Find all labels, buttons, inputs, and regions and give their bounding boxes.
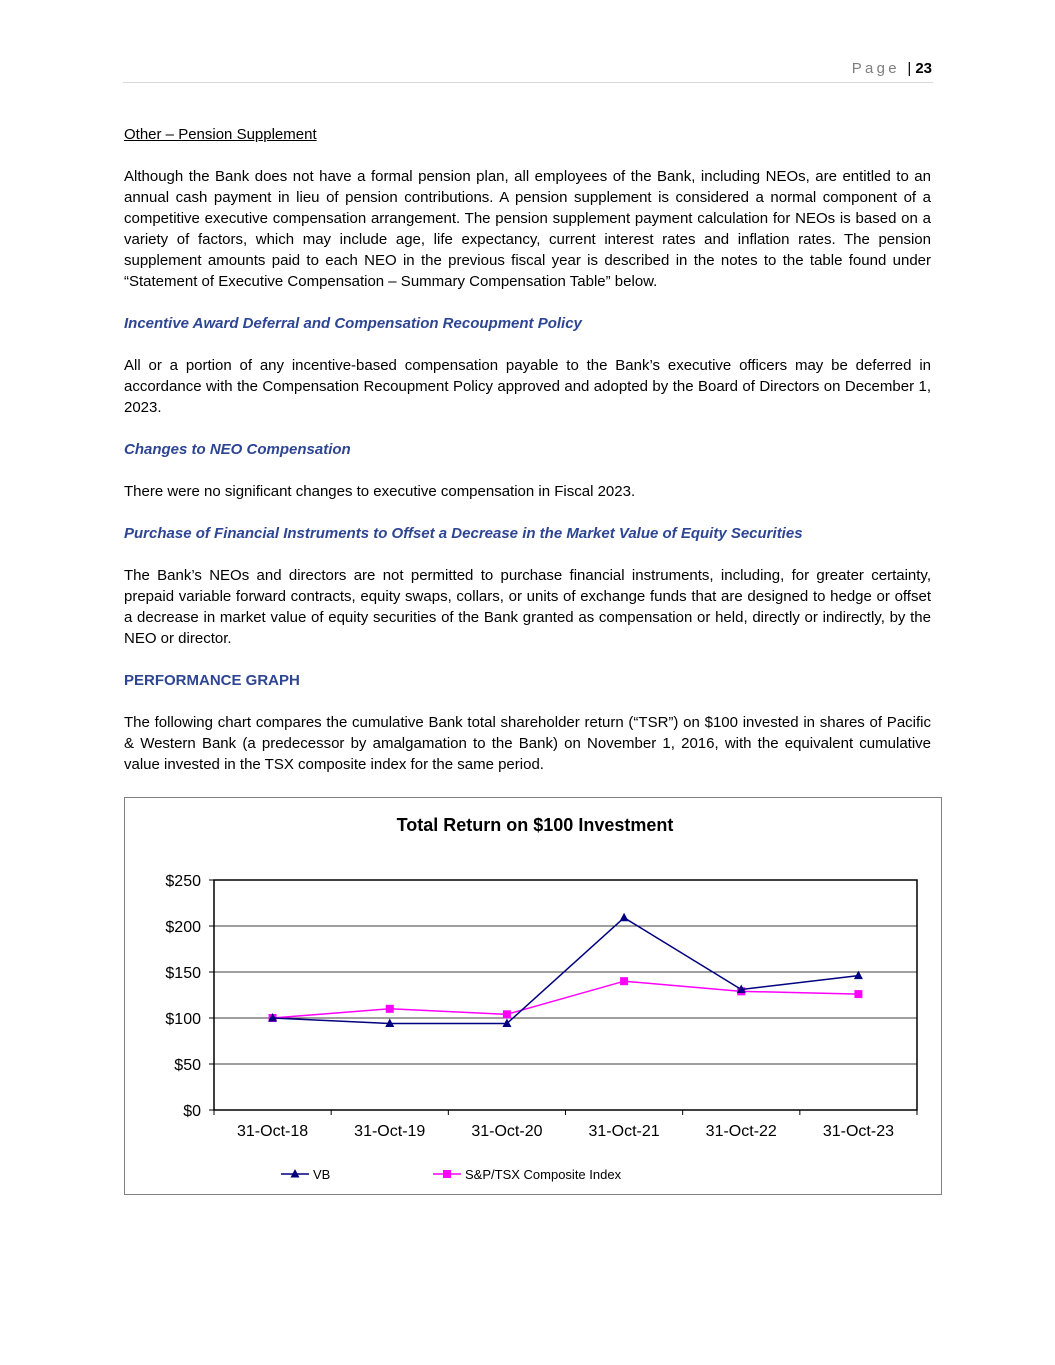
page-header xyxy=(852,60,932,77)
x-tick-label: 31-Oct-20 xyxy=(471,1123,543,1140)
chart-axes xyxy=(165,873,917,1140)
data-point-vb xyxy=(620,913,629,922)
performance-chart xyxy=(125,798,941,1194)
deferral-heading: Incentive Award Deferral and Compensation Recoupment Policy xyxy=(124,315,582,332)
y-tick-label: $0 xyxy=(183,1103,201,1120)
x-tick-label: 31-Oct-21 xyxy=(588,1123,660,1140)
y-tick-label: $50 xyxy=(174,1057,201,1074)
header-rule xyxy=(123,82,933,83)
legend-marker xyxy=(443,1170,451,1178)
y-tick-label: $100 xyxy=(165,1011,201,1028)
y-tick-label: $150 xyxy=(165,965,201,982)
pension-paragraph: Although the Bank does not have a formal pension plan, all employees of the Bank, including NEOs, are entitled to an annual cash payment in lieu of pension contributions. A pension supplement is considered a normal component of a competitive executive compensation arrangement. The pension supplement payment calculation for NEOs is based on a variety of factors, which may include age, life expectancy, current interest rates and inflation rates. The pension supplement amounts paid to each NEO in the previous fiscal year is described in the notes to the table found under “Statement of Executive Compensation – Summary Compensation Table” below. xyxy=(124,168,931,290)
page-word: Page xyxy=(851,60,900,77)
chart-title: Total Return on $100 Investment xyxy=(396,815,674,835)
chart-series xyxy=(268,913,863,1027)
performance-paragraph: The following chart compares the cumulative Bank total shareholder return (“TSR”) on $100 invested in shares of Pacific & Western Bank (a predecessor by amalgamation to the Bank) on November 1, 2016, with the equivalent cumulative value invested in the TSX composite index for the same period. xyxy=(124,714,931,773)
changes-paragraph: There were no significant changes to executive compensation in Fiscal 2023. xyxy=(124,483,636,500)
page-number: 23 xyxy=(915,60,932,77)
changes-heading: Changes to NEO Compensation xyxy=(124,441,351,458)
performance-heading: PERFORMANCE GRAPH xyxy=(124,672,300,689)
data-point-tsx xyxy=(503,1010,511,1018)
chart-legend xyxy=(281,1167,622,1182)
hedge-paragraph: The Bank’s NEOs and directors are not permitted to purchase financial instruments, including, for greater certainty, prepaid variable forward contracts, equity swaps, collars, or units of exchange funds that are designed to hedge or offset a decrease in market value of equity securities of the Bank granted as compensation or held, directly or indirectly, by the NEO or director. xyxy=(124,567,931,647)
data-point-tsx xyxy=(620,977,628,985)
document-body xyxy=(124,124,931,796)
x-tick-label: 31-Oct-18 xyxy=(237,1123,309,1140)
x-tick-label: 31-Oct-22 xyxy=(705,1123,777,1140)
x-tick-label: 31-Oct-23 xyxy=(822,1123,894,1140)
chart-grid xyxy=(214,926,917,1064)
legend-label: S&P/TSX Composite Index xyxy=(465,1167,622,1182)
page-separator: | xyxy=(907,60,912,77)
performance-chart-box xyxy=(124,797,942,1195)
legend-label: VB xyxy=(313,1167,331,1182)
plot-area xyxy=(214,880,917,1110)
pension-heading: Other – Pension Supplement xyxy=(124,126,317,143)
hedge-heading: Purchase of Financial Instruments to Offset a Decrease in the Market Value of Equity Securities xyxy=(124,525,803,542)
series-line-vb xyxy=(273,918,859,1024)
y-tick-label: $200 xyxy=(165,919,201,936)
data-point-tsx xyxy=(386,1005,394,1013)
deferral-paragraph: All or a portion of any incentive-based compensation payable to the Bank’s executive officers may be deferred in accordance with the Compensation Recoupment Policy approved and adopted by the Board of Directors on December 1, 2023. xyxy=(124,357,931,416)
y-tick-label: $250 xyxy=(165,873,201,890)
x-tick-label: 31-Oct-19 xyxy=(354,1123,426,1140)
data-point-tsx xyxy=(854,990,862,998)
